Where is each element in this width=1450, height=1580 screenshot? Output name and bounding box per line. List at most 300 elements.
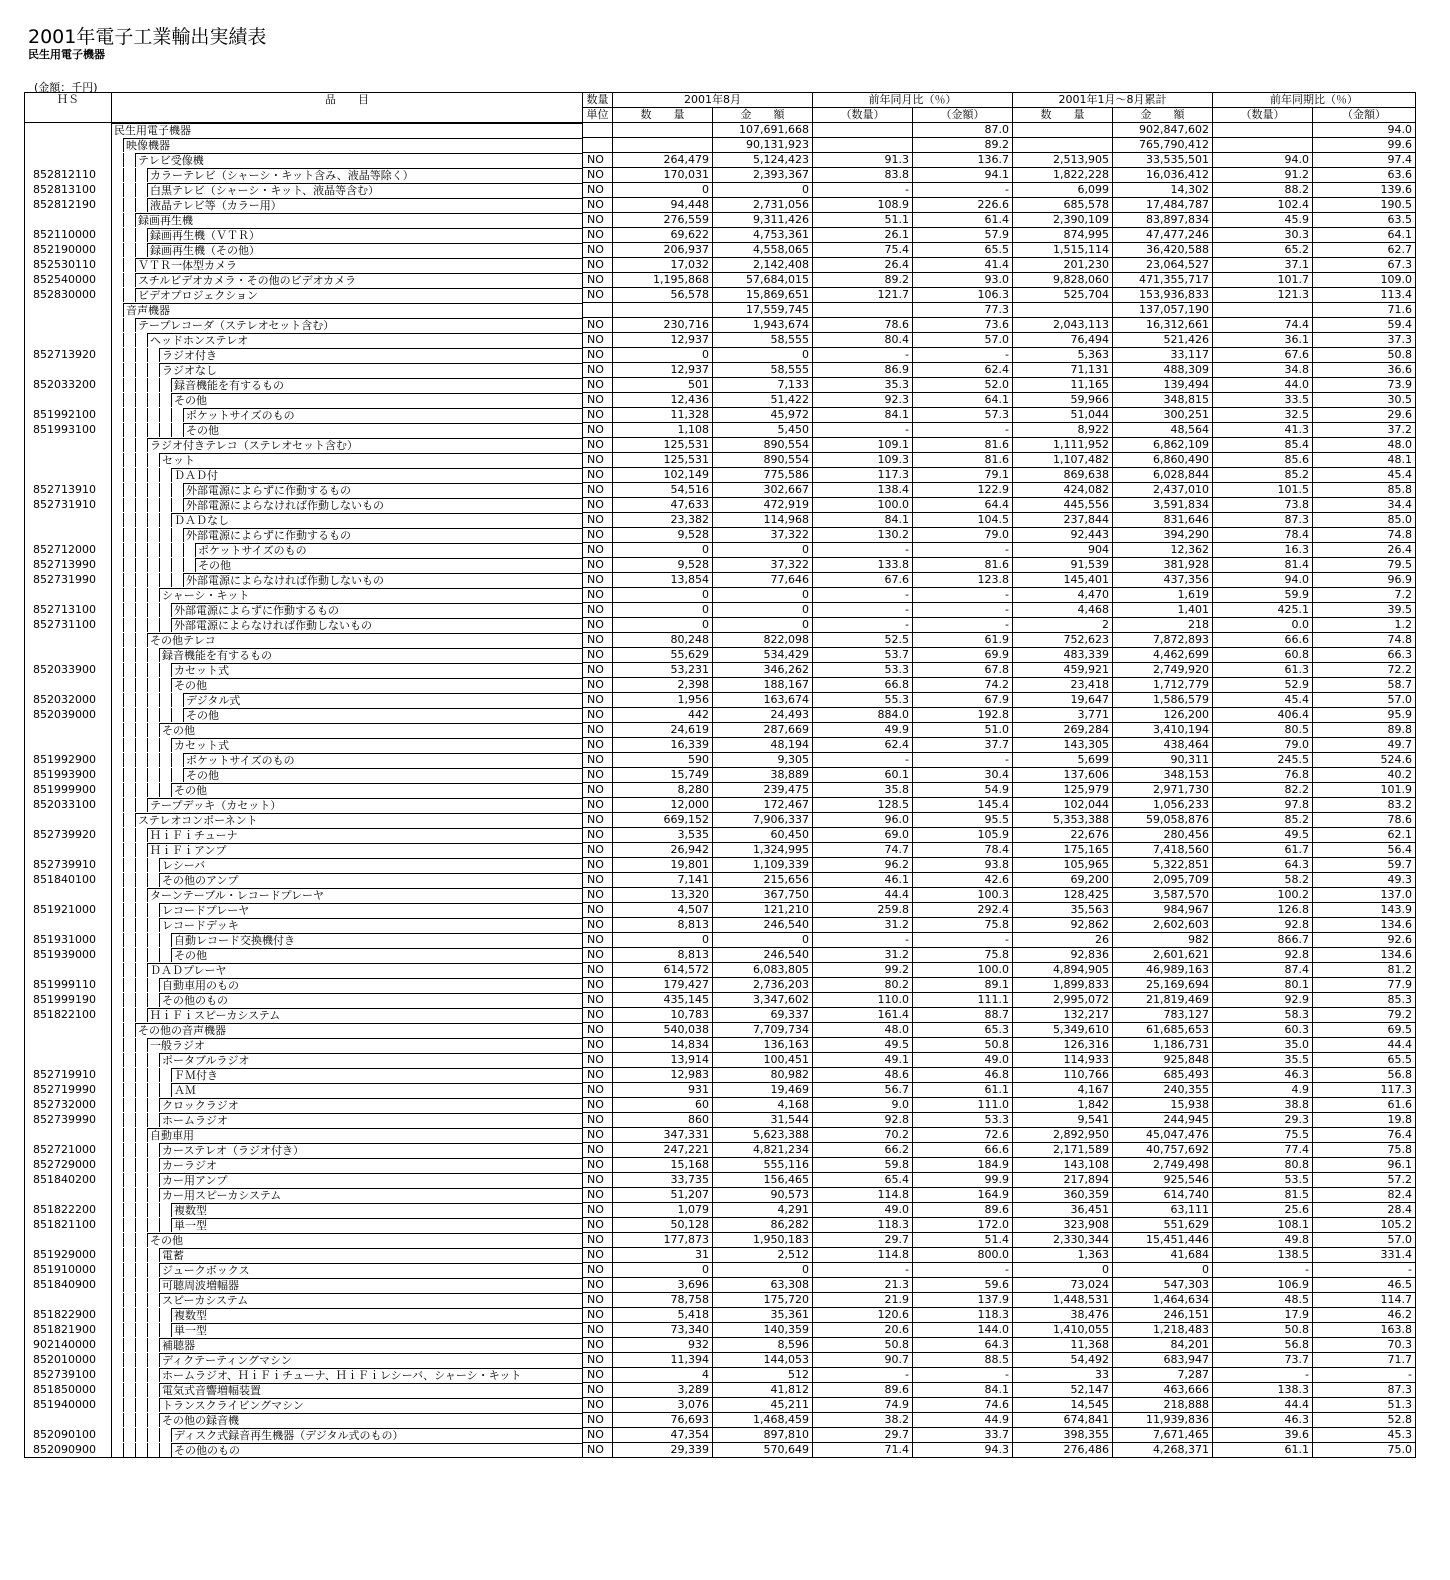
cum-amt-cell: 126,200 <box>1113 708 1213 723</box>
cum-qty-pct-cell: 65.2 <box>1213 243 1313 258</box>
cum-qty-pct-cell <box>1213 303 1313 318</box>
cum-amt-pct-cell: 7.2 <box>1313 588 1416 603</box>
indent-guide <box>112 228 124 242</box>
indent-guide <box>184 558 196 572</box>
month-amt-pct-cell: 59.6 <box>913 1278 1013 1293</box>
month-qty-cell: 15,749 <box>613 768 713 783</box>
cum-qty-cell: 105,965 <box>1013 858 1113 873</box>
indent-guide <box>160 558 172 572</box>
indent-guide <box>112 1293 124 1307</box>
indent-guide <box>124 153 136 167</box>
cum-qty-pct-cell: 100.2 <box>1213 888 1313 903</box>
month-qty-pct-cell: 92.3 <box>813 393 913 408</box>
hs-code-cell <box>25 363 112 378</box>
unit-cell: NO <box>583 1023 613 1038</box>
month-qty-pct-cell: 52.5 <box>813 633 913 648</box>
indent-guide <box>124 1128 136 1142</box>
indent-guide <box>124 618 136 632</box>
item-name: ポケットサイズのもの <box>184 753 582 767</box>
month-qty-cell: 1,108 <box>613 423 713 438</box>
month-qty-pct-cell: 55.3 <box>813 693 913 708</box>
cum-qty-pct-cell: 85.2 <box>1213 813 1313 828</box>
cum-amt-cell: 246,151 <box>1113 1308 1213 1323</box>
month-qty-cell: 0 <box>613 183 713 198</box>
item-name-cell <box>112 453 583 468</box>
month-amt-pct-cell: 62.4 <box>913 363 1013 378</box>
month-qty-pct-cell: 48.6 <box>813 1068 913 1083</box>
month-amt-cell: 48,194 <box>713 738 813 753</box>
table-row <box>25 1158 1416 1173</box>
table-row <box>25 273 1416 288</box>
month-qty-pct-cell: 90.7 <box>813 1353 913 1368</box>
table-row <box>25 363 1416 378</box>
cum-qty-pct-cell: 17.9 <box>1213 1308 1313 1323</box>
indent-guide <box>136 333 148 347</box>
unit-cell: NO <box>583 153 613 168</box>
hs-code-cell: 852010000 <box>25 1353 112 1368</box>
month-qty-pct-cell: 65.4 <box>813 1173 913 1188</box>
indent-guide <box>160 1218 172 1232</box>
table-row <box>25 138 1416 153</box>
indent-guide <box>148 978 160 992</box>
month-qty-cell: 7,141 <box>613 873 713 888</box>
indent-guide <box>124 543 136 557</box>
hs-code-cell: 852812190 <box>25 198 112 213</box>
hs-code-cell: 851993100 <box>25 423 112 438</box>
month-amt-pct-cell: 292.4 <box>913 903 1013 918</box>
table-row <box>25 423 1416 438</box>
cum-amt-pct-cell: 51.3 <box>1313 1398 1416 1413</box>
unit-cell: NO <box>583 168 613 183</box>
cum-qty-pct-cell: 61.7 <box>1213 843 1313 858</box>
indent-guide <box>172 423 184 437</box>
cum-qty-cell: 19,647 <box>1013 693 1113 708</box>
cum-amt-cell: 244,945 <box>1113 1113 1213 1128</box>
item-name: ＤＡＤ付 <box>172 468 582 482</box>
month-qty-cell: 23,382 <box>613 513 713 528</box>
month-amt-pct-cell: 93.8 <box>913 858 1013 873</box>
indent-guide <box>124 1308 136 1322</box>
indent-guide <box>148 528 160 542</box>
cum-amt-pct-cell: 63.5 <box>1313 213 1416 228</box>
indent-guide <box>124 723 136 737</box>
indent-guide <box>112 888 124 902</box>
month-amt-pct-cell: 69.9 <box>913 648 1013 663</box>
month-amt-cell: 57,684,015 <box>713 273 813 288</box>
month-qty-cell: 4 <box>613 1368 713 1383</box>
month-qty-pct-cell: 48.0 <box>813 1023 913 1038</box>
item-name: ホームラジオ <box>160 1113 582 1127</box>
cum-qty-pct-cell: 91.2 <box>1213 168 1313 183</box>
cum-amt-cell: 1,619 <box>1113 588 1213 603</box>
month-amt-cell: 8,596 <box>713 1338 813 1353</box>
item-name: ビデオプロジェクション <box>136 288 582 302</box>
month-amt-cell: 0 <box>713 183 813 198</box>
hs-code-cell <box>25 318 112 333</box>
item-name: 外部電源によらずに作動するもの <box>184 483 582 497</box>
indent-guide <box>136 768 148 782</box>
month-qty-pct-cell: 884.0 <box>813 708 913 723</box>
indent-guide <box>136 513 148 527</box>
hs-code-cell: 852033100 <box>25 798 112 813</box>
item-name: カラーテレビ（シャーシ・キット含み、液晶等除く） <box>148 168 582 182</box>
cum-amt-cell: 1,218,483 <box>1113 1323 1213 1338</box>
indent-guide <box>124 513 136 527</box>
item-name-cell <box>112 393 583 408</box>
month-qty-cell <box>613 303 713 318</box>
item-name: トランスクライビングマシン <box>160 1398 582 1412</box>
cum-amt-pct-cell: 36.6 <box>1313 363 1416 378</box>
item-name-cell <box>112 528 583 543</box>
unit-cell: NO <box>583 1128 613 1143</box>
hs-code-cell: 852739920 <box>25 828 112 843</box>
month-qty-cell: 9,528 <box>613 558 713 573</box>
hs-code-cell: 851822900 <box>25 1308 112 1323</box>
month-qty-pct-cell: - <box>813 543 913 558</box>
indent-guide <box>136 1293 148 1307</box>
month-amt-pct-cell: - <box>913 543 1013 558</box>
unit-cell: NO <box>583 663 613 678</box>
indent-guide <box>124 1098 136 1112</box>
indent-guide <box>124 1053 136 1067</box>
item-name-cell <box>112 123 583 138</box>
indent-guide <box>112 1353 124 1367</box>
indent-guide <box>148 948 160 962</box>
unit-cell: NO <box>583 273 613 288</box>
indent-guide <box>148 1398 160 1412</box>
month-qty-pct-cell: 99.2 <box>813 963 913 978</box>
month-qty-pct-cell: 66.8 <box>813 678 913 693</box>
month-qty-cell: 29,339 <box>613 1443 713 1458</box>
month-qty-cell: 31 <box>613 1248 713 1263</box>
cum-amt-pct-cell: 69.5 <box>1313 1023 1416 1038</box>
cum-amt-cell: 925,848 <box>1113 1053 1213 1068</box>
indent-guide <box>124 318 136 332</box>
month-qty-pct-cell: 109.3 <box>813 453 913 468</box>
indent-guide <box>124 168 136 182</box>
item-name-cell <box>112 798 583 813</box>
cum-amt-cell: 25,169,694 <box>1113 978 1213 993</box>
item-name: その他のもの <box>172 1443 582 1457</box>
cum-qty-pct-cell: 101.7 <box>1213 273 1313 288</box>
month-qty-cell: 8,280 <box>613 783 713 798</box>
hs-code-cell: 852110000 <box>25 228 112 243</box>
cum-qty-cell: 323,908 <box>1013 1218 1113 1233</box>
month-amt-cell: 4,558,065 <box>713 243 813 258</box>
item-name: 電気式音響増幅装置 <box>160 1383 582 1397</box>
month-qty-cell: 614,572 <box>613 963 713 978</box>
cum-qty-cell: 1,842 <box>1013 1098 1113 1113</box>
month-qty-cell: 80,248 <box>613 633 713 648</box>
cum-qty-cell: 11,165 <box>1013 378 1113 393</box>
indent-guide <box>136 738 148 752</box>
month-amt-cell: 77,646 <box>713 573 813 588</box>
indent-guide <box>124 768 136 782</box>
indent-guide <box>124 948 136 962</box>
month-amt-pct-cell: 95.5 <box>913 813 1013 828</box>
cum-amt-pct-cell: 99.6 <box>1313 138 1416 153</box>
hs-code-cell: 852739100 <box>25 1368 112 1383</box>
indent-guide <box>112 1023 124 1037</box>
indent-guide <box>172 408 184 422</box>
indent-guide <box>148 393 160 407</box>
cum-qty-pct-cell: 102.4 <box>1213 198 1313 213</box>
indent-guide <box>148 1203 160 1217</box>
cum-qty-cell: 35,563 <box>1013 903 1113 918</box>
hs-code-cell: 851840200 <box>25 1173 112 1188</box>
item-name: ジュークボックス <box>160 1263 582 1277</box>
cum-amt-cell: 218,888 <box>1113 1398 1213 1413</box>
indent-guide <box>112 243 124 257</box>
cum-amt-pct-cell: 56.4 <box>1313 843 1416 858</box>
cum-amt-pct-cell: 101.9 <box>1313 783 1416 798</box>
item-name-cell <box>112 1083 583 1098</box>
month-amt-pct-cell: 79.0 <box>913 528 1013 543</box>
month-amt-pct-cell: 122.9 <box>913 483 1013 498</box>
indent-guide <box>112 1443 124 1457</box>
indent-guide <box>148 1218 160 1232</box>
table-row <box>25 513 1416 528</box>
month-amt-cell: 890,554 <box>713 453 813 468</box>
cum-qty-cell: 59,966 <box>1013 393 1113 408</box>
cum-amt-cell: 1,586,579 <box>1113 693 1213 708</box>
cum-qty-pct-cell: 37.1 <box>1213 258 1313 273</box>
item-name: ＦＭ付き <box>172 1068 582 1082</box>
indent-guide <box>124 258 136 272</box>
table-row <box>25 1098 1416 1113</box>
indent-guide <box>136 1113 148 1127</box>
item-name: セット <box>160 453 582 467</box>
indent-guide <box>148 1383 160 1397</box>
month-amt-cell: 35,361 <box>713 1308 813 1323</box>
indent-guide <box>148 1338 160 1352</box>
indent-guide <box>136 498 148 512</box>
hs-code-cell: 851993900 <box>25 768 112 783</box>
month-qty-cell: 442 <box>613 708 713 723</box>
hs-code-cell: 852033200 <box>25 378 112 393</box>
month-qty-cell: 26,942 <box>613 843 713 858</box>
item-name-cell <box>112 933 583 948</box>
cum-amt-cell: 46,989,163 <box>1113 963 1213 978</box>
hs-code-cell: 852813100 <box>25 183 112 198</box>
indent-guide <box>136 453 148 467</box>
indent-guide <box>160 573 172 587</box>
cum-amt-cell: 14,302 <box>1113 183 1213 198</box>
cum-amt-cell: 2,971,730 <box>1113 783 1213 798</box>
item-name-cell <box>112 828 583 843</box>
indent-guide <box>136 558 148 572</box>
cum-amt-cell: 7,671,465 <box>1113 1428 1213 1443</box>
cum-amt-cell: 23,064,527 <box>1113 258 1213 273</box>
month-qty-pct-cell: - <box>813 933 913 948</box>
cum-amt-cell: 463,666 <box>1113 1383 1213 1398</box>
month-amt-cell: 5,623,388 <box>713 1128 813 1143</box>
cum-amt-pct-cell: 114.7 <box>1313 1293 1416 1308</box>
unit-cell <box>583 138 613 153</box>
hs-code-cell <box>25 1233 112 1248</box>
month-amt-cell: 1,950,183 <box>713 1233 813 1248</box>
cum-qty-pct-cell: 4.9 <box>1213 1083 1313 1098</box>
table-row <box>25 648 1416 663</box>
table-row <box>25 1383 1416 1398</box>
header-qty: 数 量 <box>613 108 713 123</box>
table-row <box>25 213 1416 228</box>
month-qty-pct-cell: 56.7 <box>813 1083 913 1098</box>
item-name-cell <box>112 1353 583 1368</box>
table-row <box>25 1278 1416 1293</box>
cum-amt-pct-cell: 57.2 <box>1313 1173 1416 1188</box>
month-amt-cell: 121,210 <box>713 903 813 918</box>
indent-guide <box>148 513 160 527</box>
indent-guide <box>136 528 148 542</box>
cum-amt-pct-cell: 30.5 <box>1313 393 1416 408</box>
month-amt-cell: 31,544 <box>713 1113 813 1128</box>
hs-code-cell <box>25 138 112 153</box>
cum-amt-cell: 90,311 <box>1113 753 1213 768</box>
cum-amt-pct-cell: 73.9 <box>1313 378 1416 393</box>
item-name-cell <box>112 678 583 693</box>
month-amt-pct-cell: 41.4 <box>913 258 1013 273</box>
cum-amt-cell: 84,201 <box>1113 1338 1213 1353</box>
month-amt-pct-cell: - <box>913 1368 1013 1383</box>
unit-cell: NO <box>583 258 613 273</box>
month-qty-cell: 56,578 <box>613 288 713 303</box>
table-row <box>25 1233 1416 1248</box>
cum-qty-cell: 14,545 <box>1013 1398 1113 1413</box>
item-name: 録音機能を有するもの <box>172 378 582 392</box>
table-row <box>25 708 1416 723</box>
unit-cell: NO <box>583 348 613 363</box>
unit-cell: NO <box>583 573 613 588</box>
indent-guide <box>148 423 160 437</box>
cum-amt-cell: 15,451,446 <box>1113 1233 1213 1248</box>
cum-amt-cell: 6,860,490 <box>1113 453 1213 468</box>
cum-qty-cell <box>1013 138 1113 153</box>
table-row <box>25 1323 1416 1338</box>
hs-code-cell <box>25 393 112 408</box>
month-amt-pct-cell: - <box>913 183 1013 198</box>
month-amt-cell: 90,573 <box>713 1188 813 1203</box>
item-name: ホームラジオ、ＨｉＦｉチューナ、ＨｉＦｉレシーバ、シャーシ・キット <box>160 1368 582 1382</box>
month-qty-cell: 9,528 <box>613 528 713 543</box>
month-qty-pct-cell: - <box>813 423 913 438</box>
item-name: テープレコーダ（ステレオセット含む） <box>136 318 582 332</box>
indent-guide <box>112 738 124 752</box>
cum-qty-pct-cell: 77.4 <box>1213 1143 1313 1158</box>
unit-cell: NO <box>583 543 613 558</box>
cum-qty-pct-cell: 425.1 <box>1213 603 1313 618</box>
item-name: ディスク式録音再生機器（デジタル式のもの） <box>172 1428 582 1442</box>
month-qty-pct-cell: 128.5 <box>813 798 913 813</box>
item-name: その他 <box>184 708 582 722</box>
cum-amt-pct-cell: 92.6 <box>1313 933 1416 948</box>
unit-cell: NO <box>583 1383 613 1398</box>
month-qty-cell: 15,168 <box>613 1158 713 1173</box>
month-amt-cell: 58,555 <box>713 333 813 348</box>
indent-guide <box>112 1038 124 1052</box>
month-qty-pct-cell: 49.5 <box>813 1038 913 1053</box>
item-name-cell <box>112 243 583 258</box>
item-name-cell <box>112 543 583 558</box>
month-qty-pct-cell: 71.4 <box>813 1443 913 1458</box>
month-amt-cell: 0 <box>713 588 813 603</box>
indent-guide <box>112 1158 124 1172</box>
indent-guide <box>124 858 136 872</box>
cum-amt-pct-cell: 113.4 <box>1313 288 1416 303</box>
month-amt-pct-cell: 78.4 <box>913 843 1013 858</box>
cum-qty-cell: 5,363 <box>1013 348 1113 363</box>
cum-amt-cell: 0 <box>1113 1263 1213 1278</box>
item-name: デジタル式 <box>184 693 582 707</box>
unit-cell: NO <box>583 558 613 573</box>
item-name: その他のもの <box>160 993 582 1007</box>
month-qty-cell: 11,328 <box>613 408 713 423</box>
cum-amt-pct-cell: 46.5 <box>1313 1278 1416 1293</box>
indent-guide <box>124 453 136 467</box>
indent-guide <box>148 1428 160 1442</box>
cum-qty-cell: 110,766 <box>1013 1068 1113 1083</box>
item-name: その他 <box>196 558 582 572</box>
table-row <box>25 783 1416 798</box>
indent-guide <box>112 1218 124 1232</box>
month-qty-cell: 19,801 <box>613 858 713 873</box>
item-name: その他 <box>172 948 582 962</box>
cum-amt-pct-cell: 67.3 <box>1313 258 1416 273</box>
cum-amt-cell: 551,629 <box>1113 1218 1213 1233</box>
cum-qty-pct-cell: 45.9 <box>1213 213 1313 228</box>
month-qty-cell: 2,398 <box>613 678 713 693</box>
month-amt-pct-cell: 172.0 <box>913 1218 1013 1233</box>
header-unit-bottom: 単位 <box>583 108 613 123</box>
cum-amt-cell: 4,268,371 <box>1113 1443 1213 1458</box>
indent-guide <box>136 1218 148 1232</box>
month-amt-pct-cell: 94.3 <box>913 1443 1013 1458</box>
indent-guide <box>124 438 136 452</box>
cum-amt-cell: 394,290 <box>1113 528 1213 543</box>
month-qty-pct-cell: 35.8 <box>813 783 913 798</box>
table-row <box>25 393 1416 408</box>
indent-guide <box>124 528 136 542</box>
cum-amt-cell: 33,117 <box>1113 348 1213 363</box>
item-name: 自動レコード交換機付き <box>172 933 582 947</box>
cum-amt-pct-cell: - <box>1313 1368 1416 1383</box>
month-amt-cell: 2,142,408 <box>713 258 813 273</box>
indent-guide <box>160 933 172 947</box>
cum-qty-cell: 92,443 <box>1013 528 1113 543</box>
indent-guide <box>124 1143 136 1157</box>
indent-guide <box>136 1428 148 1442</box>
unit-cell: NO <box>583 1188 613 1203</box>
month-amt-pct-cell: 54.9 <box>913 783 1013 798</box>
table-row <box>25 408 1416 423</box>
hs-code-cell: 852190000 <box>25 243 112 258</box>
cum-qty-pct-cell: 92.8 <box>1213 918 1313 933</box>
indent-guide <box>124 1263 136 1277</box>
month-qty-pct-cell: 89.6 <box>813 1383 913 1398</box>
month-amt-cell: 9,311,426 <box>713 213 813 228</box>
cum-qty-cell: 3,771 <box>1013 708 1113 723</box>
indent-guide <box>124 408 136 422</box>
month-amt-pct-cell: 37.7 <box>913 738 1013 753</box>
month-qty-cell: 170,031 <box>613 168 713 183</box>
indent-guide <box>160 1323 172 1337</box>
cum-qty-cell: 269,284 <box>1013 723 1113 738</box>
month-amt-pct-cell: 49.0 <box>913 1053 1013 1068</box>
month-amt-pct-cell: 118.3 <box>913 1308 1013 1323</box>
month-qty-cell: 3,076 <box>613 1398 713 1413</box>
header-hs: ＨＳ <box>25 93 112 123</box>
month-qty-pct-cell: 78.6 <box>813 318 913 333</box>
